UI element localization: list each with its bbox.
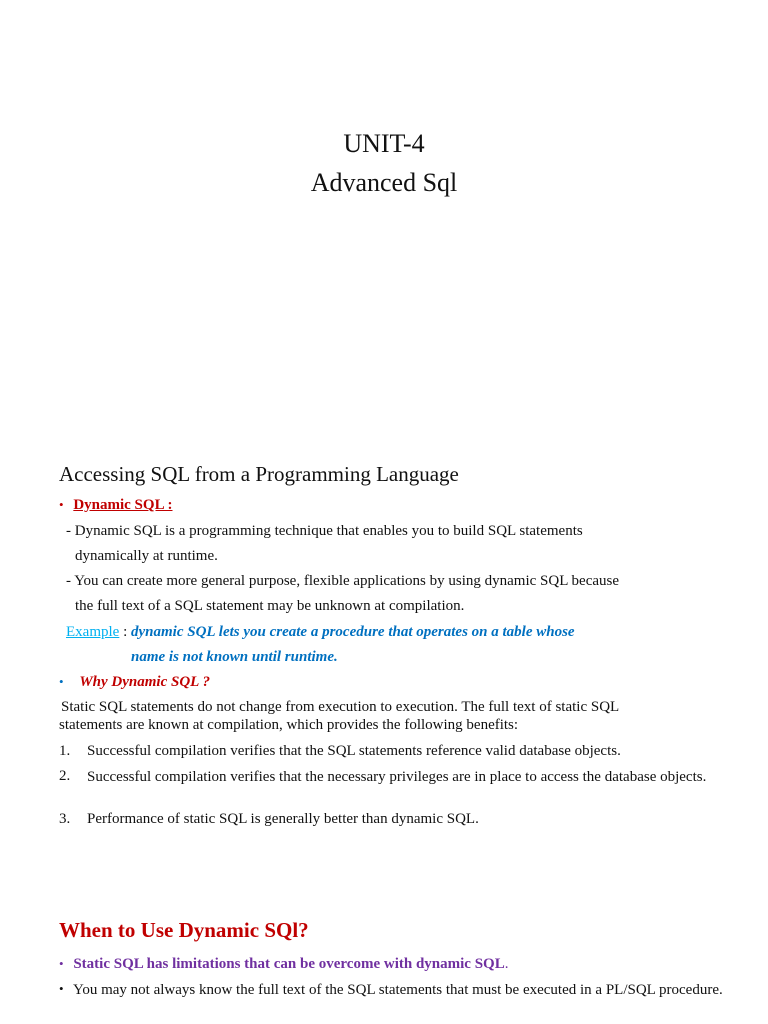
limitations-text: Static SQL has limitations that can be overcome with dynamic SQL [73, 956, 505, 972]
dynamic-sql-bullet [59, 498, 173, 513]
unit-subtitle: Advanced Sql [310, 168, 458, 197]
limitations-bullet [59, 957, 508, 972]
bullet-icon: • [59, 674, 64, 689]
full-text-bullet: You may not always know the full text of the SQL statements that must be executed in a PL/SQL procedure. [73, 982, 723, 998]
example-text-1: dynamic SQL lets you create a procedure that operates on a table whose [131, 624, 575, 640]
when-heading: When to Use Dynamic SQl? [59, 918, 309, 942]
why-dynamic-label: Why Dynamic SQL ? [79, 674, 211, 690]
benefit-number-3: 3. [59, 811, 71, 827]
example-text-2: name is not known until runtime. [131, 649, 338, 665]
example-separator: : [123, 624, 128, 640]
benefit-number-1: 1. [59, 743, 71, 759]
unit-title: UNIT-4 [343, 129, 425, 158]
benefit-number-2: 2. [59, 768, 71, 784]
example-label: Example [66, 624, 120, 640]
section-heading: Accessing SQL from a Programming Language [59, 462, 459, 486]
static-sql-line-1: Static SQL statements do not change from execution to execution. The full text of static SQL [61, 699, 620, 715]
why-dynamic-bullet [59, 675, 210, 690]
static-sql-line-2: statements are known at compilation, which provides the following benefits: [59, 717, 519, 733]
bullet-icon: • [59, 981, 64, 996]
flexible-line-1: - You can create more general purpose, flexible applications by using dynamic SQL because [66, 573, 620, 589]
limitations-period: . [504, 956, 509, 972]
flexible-line-2: the full text of a SQL statement may be unknown at compilation. [75, 598, 465, 614]
bullet-icon: • [59, 956, 64, 971]
definition-line-2: dynamically at runtime. [75, 548, 218, 564]
example-line-1 [66, 625, 575, 640]
full-text-bullet-marker [59, 982, 64, 997]
benefit-text-2: Successful compilation verifies that the necessary privileges are in place to access the database objects. [87, 769, 707, 785]
definition-line-1: - Dynamic SQL is a programming technique that enables you to build SQL statements [66, 523, 583, 539]
bullet-icon: • [59, 497, 64, 512]
dynamic-sql-label: Dynamic SQL : [73, 497, 173, 513]
benefit-text-1: Successful compilation verifies that the SQL statements reference valid database objects. [87, 743, 621, 759]
benefit-text-3: Performance of static SQL is generally better than dynamic SQL. [87, 811, 479, 827]
